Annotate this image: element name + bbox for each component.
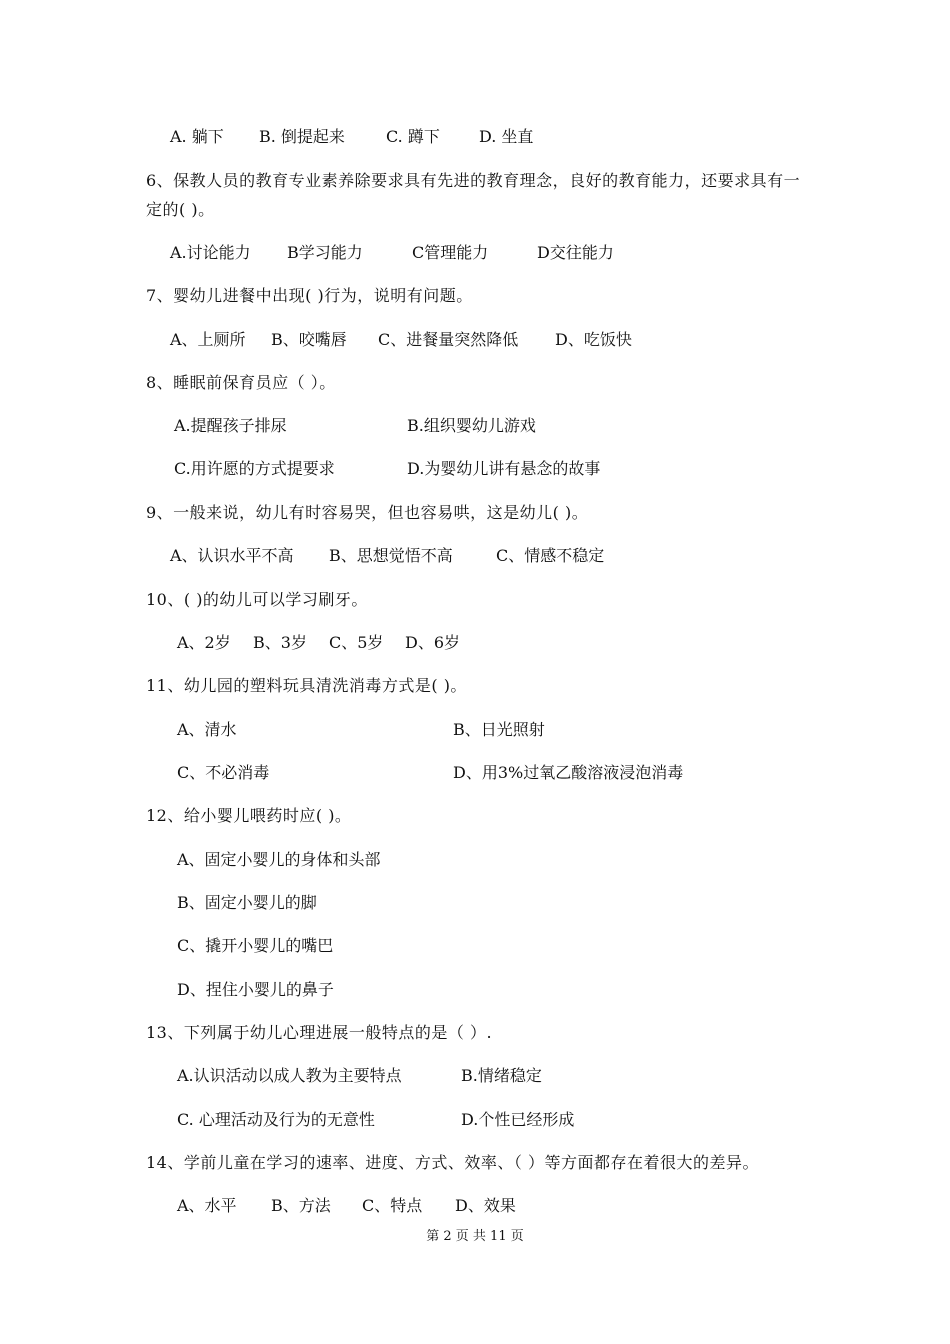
page-number-footer: 第 2 页 共 11 页 (426, 1229, 524, 1244)
q11-option-a: A、清水 (177, 720, 237, 739)
q8-option-b: B.组织婴幼儿游戏 (407, 416, 536, 435)
q10-option-a: A、2岁 (177, 633, 231, 652)
q10-option-d: D、6岁 (405, 633, 461, 652)
q6-option-d: D交往能力 (537, 243, 614, 262)
q8-text: 8、睡眠前保育员应（ ）。 (146, 373, 336, 392)
q12-text: 12、给小婴儿喂药时应( )。 (146, 806, 352, 825)
q12-option-c: C、撬开小婴儿的嘴巴 (177, 936, 334, 955)
q12-option-d: D、捏住小婴儿的鼻子 (177, 980, 334, 999)
q13-option-d: D.个性已经形成 (461, 1110, 575, 1129)
q14-text: 14、学前儿童在学习的速率、进度、方式、效率、（ ）等方面都存在着很大的差异。 (146, 1153, 759, 1172)
q14-option-c: C、特点 (362, 1196, 423, 1215)
q12-option-a: A、固定小婴儿的身体和头部 (177, 850, 381, 869)
q13-option-c: C. 心理活动及行为的无意性 (177, 1110, 375, 1129)
q8-option-d: D.为婴幼儿讲有悬念的故事 (407, 459, 601, 478)
q10-option-c: C、5岁 (329, 633, 384, 652)
q7-option-a: A、上厕所 (170, 330, 246, 349)
q9-option-a: A、认识水平不高 (170, 546, 294, 565)
q14-option-a: A、水平 (177, 1196, 237, 1215)
q13-option-a: A.认识活动以成人教为主要特点 (177, 1066, 402, 1085)
q10-option-b: B、3岁 (253, 633, 307, 652)
q11-option-d: D、用3%过氧乙酸溶液浸泡消毒 (453, 763, 684, 782)
q11-option-c: C、不必消毒 (177, 763, 270, 782)
q6-option-b: B学习能力 (287, 243, 363, 262)
q11-text: 11、幼儿园的塑料玩具清洗消毒方式是( )。 (146, 676, 467, 695)
q7-option-c: C、进餐量突然降低 (378, 330, 519, 349)
q7-option-b: B、咬嘴唇 (271, 330, 347, 349)
q14-option-d: D、效果 (455, 1196, 516, 1215)
q6-text-line2: 定的( )。 (146, 200, 215, 219)
q7-text: 7、婴幼儿进餐中出现( )行为，说明有问题。 (146, 286, 473, 305)
q6-text-line1: 6、保教人员的教育专业素养除要求具有先进的教育理念，良好的教育能力，还要求具有一 (146, 171, 801, 190)
q9-text: 9、一般来说，幼儿有时容易哭，但也容易哄，这是幼儿( )。 (146, 503, 589, 522)
q8-option-a: A.提醒孩子排尿 (174, 416, 287, 435)
q9-option-c: C、情感不稳定 (496, 546, 605, 565)
q11-option-b: B、日光照射 (453, 720, 545, 739)
q8-option-c: C.用许愿的方式提要求 (174, 459, 335, 478)
q5-option-a: A. 躺下 (170, 127, 224, 146)
q5-option-b: B. 倒提起来 (259, 127, 345, 146)
q7-option-d: D、吃饭快 (555, 330, 632, 349)
q5-option-d: D. 坐直 (479, 127, 534, 146)
q12-option-b: B、固定小婴儿的脚 (177, 893, 317, 912)
q13-option-b: B.情绪稳定 (461, 1066, 542, 1085)
q9-option-b: B、思想觉悟不高 (329, 546, 453, 565)
q14-option-b: B、方法 (271, 1196, 331, 1215)
q10-text: 10、( )的幼儿可以学习刷牙。 (146, 590, 368, 609)
q13-text: 13、下列属于幼儿心理进展一般特点的是（ ）. (146, 1023, 493, 1042)
q5-option-c: C. 蹲下 (386, 127, 440, 146)
q6-option-c: C管理能力 (412, 243, 489, 262)
q6-option-a: A.讨论能力 (170, 243, 251, 262)
